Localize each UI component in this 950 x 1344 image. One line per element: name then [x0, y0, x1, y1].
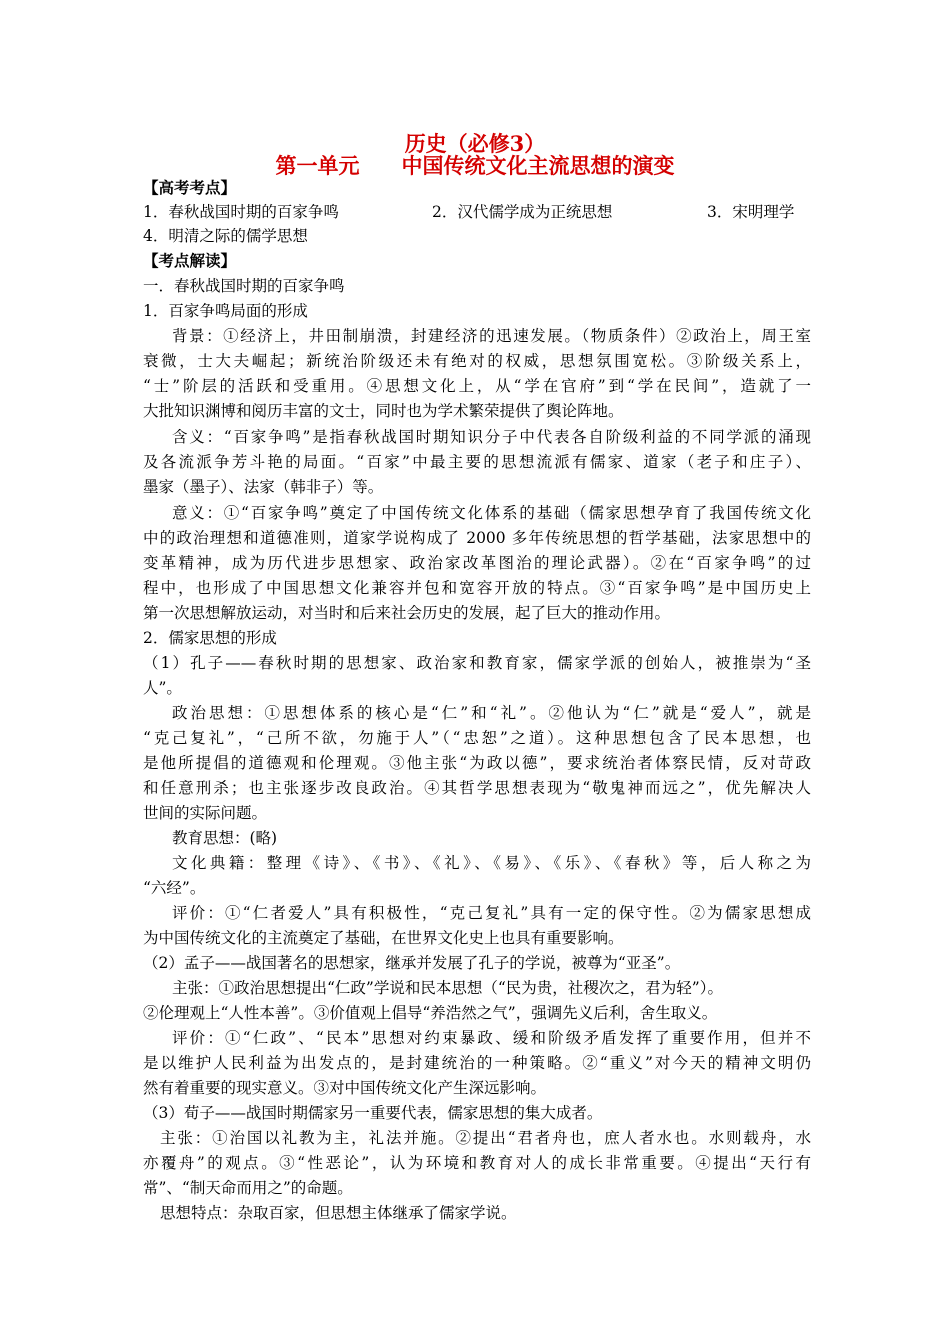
paragraph-line: （1）孔子——春秋时期的思想家、政治家和教育家，儒家学派的创始人，被推崇为“圣	[143, 654, 811, 672]
paragraph-line: 主张：①治国以礼教为主，礼法并施。②提出“君者舟也，庶人者水也。水则载舟，水	[160, 1129, 811, 1147]
paragraph-line: 程中，也形成了中国思想文化兼容并包和宽容开放的特点。③“百家争鸣”是中国历史上	[143, 579, 811, 597]
paragraph-line: “六经”。	[143, 879, 206, 897]
paragraph-line: 大批知识渊博和阅历丰富的文士，同时也为学术繁荣提供了舆论阵地。	[143, 402, 624, 420]
paragraph-line: 世间的实际问题。	[143, 804, 268, 822]
section-heading-interpretation: 【考点解读】	[143, 251, 237, 270]
subheading-1: 1．百家争鸣局面的形成	[143, 302, 308, 320]
paragraph-line: 第一次思想解放运动，对当时和后来社会历史的发展，起了巨大的推动作用。	[143, 604, 671, 622]
paragraph-line: 含义：“百家争鸣”是指春秋战国时期知识分子中代表各自阶级利益的不同学派的涌现	[172, 428, 811, 446]
paragraph-line: 背景：①经济上，井田制崩溃，封建经济的迅速发展。（物质条件）②政治上，周王室	[172, 327, 811, 345]
paragraph-line: 及各流派争芳斗艳的局面。“百家”中最主要的思想流派有儒家、道家（老子和庄子）、	[143, 453, 811, 471]
paragraph-line: 然有着重要的现实意义。③对中国传统文化产生深远影响。	[143, 1079, 547, 1097]
paragraph-line: （2）孟子——战国著名的思想家，继承并发展了孔子的学说，被尊为“亚圣”。	[143, 954, 681, 972]
paragraph-line: 评价：①“仁者爱人”具有积极性，“克己复礼”具有一定的保守性。②为儒家思想成	[172, 904, 811, 922]
heading-part-1: 一．春秋战国时期的百家争鸣	[143, 277, 345, 295]
paragraph-line: 为中国传统文化的主流奠定了基础，在世界文化史上也具有重要影响。	[143, 929, 624, 947]
paragraph-line: 教育思想：(略)	[172, 829, 278, 847]
paragraph-line: “克己复礼”，“己所不欲，勿施于人”（“忠恕”之道）。这种思想包含了民本思想，也	[143, 729, 811, 747]
paragraph-line: 意义：①“百家争鸣”奠定了中国传统文化体系的基础（儒家思想孕育了我国传统文化	[172, 504, 811, 522]
paragraph-line: 人”。	[143, 679, 182, 697]
subheading-2: 2．儒家思想的形成	[143, 629, 277, 647]
paragraph-line: （3）荀子——战国时期儒家另一重要代表，儒家思想的集大成者。	[143, 1104, 603, 1122]
paragraph-line: 政治思想：①思想体系的核心是“仁”和“礼”。②他认为“仁”就是“爱人”，就是	[172, 704, 811, 722]
paragraph-line: ②伦理观上“人性本善”。③价值观上倡导“养浩然之气”，强调先义后利，舍生取义。	[143, 1004, 718, 1022]
paragraph-line: 中的政治理想和道德准则，道家学说构成了 2000 多年传统思想的哲学基础，法家思想中的	[143, 529, 811, 547]
document-title: 历史（必修3）	[404, 131, 546, 156]
paragraph-line: 墨家（墨子）、法家（韩非子）等。	[143, 478, 384, 496]
paragraph-line: 文化典籍：整理《诗》、《书》、《礼》、《易》、《乐》、《春秋》等，后人称之为	[172, 854, 811, 872]
paragraph-line: 常”、“制天命而用之”的命题。	[143, 1179, 353, 1197]
paragraph-line: 亦覆舟”的观点。③“性恶论”，认为环境和教育对人的成长非常重要。④提出“天行有	[143, 1154, 811, 1172]
paragraph-line: 和任意刑杀；也主张逐步改良政治。④其哲学思想表现为“敬鬼神而远之”，优先解决人	[143, 779, 811, 797]
exam-point-3: 3．宋明理学	[707, 203, 795, 221]
paragraph-line: 主张：①政治思想提出“仁政”学说和民本思想（“民为贵，社稷次之，君为轻”）。	[172, 979, 723, 997]
exam-point-1: 1．春秋战国时期的百家争鸣	[143, 203, 339, 221]
unit-title: 第一单元 中国传统文化主流思想的演变	[275, 153, 675, 178]
paragraph-line: 评价：①“仁政”、“民本”思想对约束暴政、缓和阶级矛盾发挥了重要作用，但并不	[172, 1029, 811, 1047]
paragraph-line: 变革精神，成为历代进步思想家、政治家改革图治的理论武器）。②在“百家争鸣”的过	[143, 554, 811, 572]
paragraph-line: 思想特点：杂取百家，但思想主体继承了儒家学说。	[160, 1204, 517, 1222]
exam-point-4: 4．明清之际的儒学思想	[143, 227, 308, 245]
paragraph-line: 是他所提倡的道德观和伦理观。③他主张“为政以德”，要求统治者体察民情，反对苛政	[143, 754, 811, 772]
section-heading-exam-points: 【高考考点】	[143, 178, 237, 197]
paragraph-line: 衰微，士大夫崛起；新统治阶级还未有绝对的权威，思想氛围宽松。③阶级关系上，	[143, 352, 811, 370]
exam-point-2: 2．汉代儒学成为正统思想	[432, 203, 613, 221]
paragraph-line: 是以维护人民利益为出发点的，是封建统治的一种策略。②“重义”对今天的精神文明仍	[143, 1054, 811, 1072]
paragraph-line: “士”阶层的活跃和受重用。④思想文化上，从“学在官府”到“学在民间”，造就了一	[143, 377, 811, 395]
